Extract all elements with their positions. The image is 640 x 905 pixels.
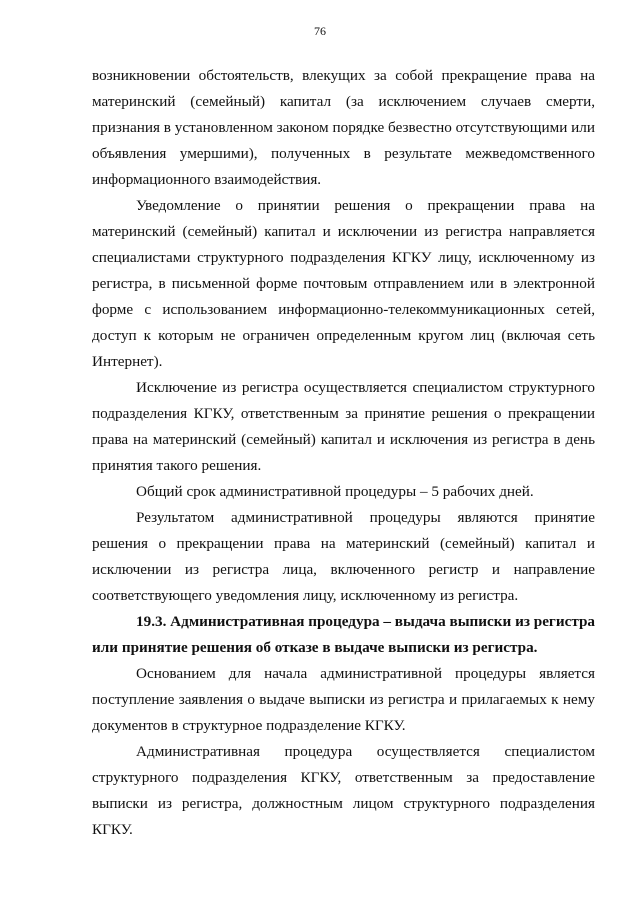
document-body (92, 63, 595, 843)
paragraph-result: Результатом административной процедуры являются принятие решения о прекращении права на материнский (семейный) капитал и исключении из регистра лица, включенного регистр и направление соответствующего уведомления лицу, исключенному из регистра. (92, 509, 595, 604)
section-heading-19-3: 19.3. Административная процедура – выдача выписки из регистра или принятие решения об отказе в выдаче выписки из регистра. (92, 613, 596, 656)
paragraph-basis: Основанием для начала административной процедуры является поступление заявления о выдаче выписки из регистра и прилагаемых к нему документов в структурное подразделение КГКУ. (92, 665, 595, 734)
paragraph-procedure: Административная процедура осуществляется специалистом структурного подразделения КГКУ, ответственным за предоставление выписки из регистра, должностным лицом структурного подразделения КГКУ. (92, 743, 595, 838)
paragraph-notification: Уведомление о принятии решения о прекращении права на материнский (семейный) капитал и исключении из регистра направляется специалистами структурного подразделения КГКУ лицу, исключенному из регистра, в письменной форме почтовым отправлением или в электронной форме с использованием информационно-телекоммуникационных сетей, доступ к которым не ограничен определенным кругом лиц (включая сеть Интернет). (92, 197, 595, 370)
paragraph-exclusion: Исключение из регистра осуществляется специалистом структурного подразделения КГКУ, ответственным за принятие решения о прекращении права на материнский (семейный) капитал и исключения из регистра в день принятия такого решения. (92, 379, 595, 474)
page-number: 76 (314, 24, 326, 38)
paragraph-term: Общий срок административной процедуры – 5 рабочих дней. (136, 483, 534, 500)
paragraph-continuation: возникновении обстоятельств, влекущих за собой прекращение права на материнский (семейный) капитал (за исключением случаев смерти, признания в установленном законом порядке безвестно отсутствующими или объявления умершими), полученных в результате межведомственного информационного взаимодействия. (92, 67, 595, 188)
